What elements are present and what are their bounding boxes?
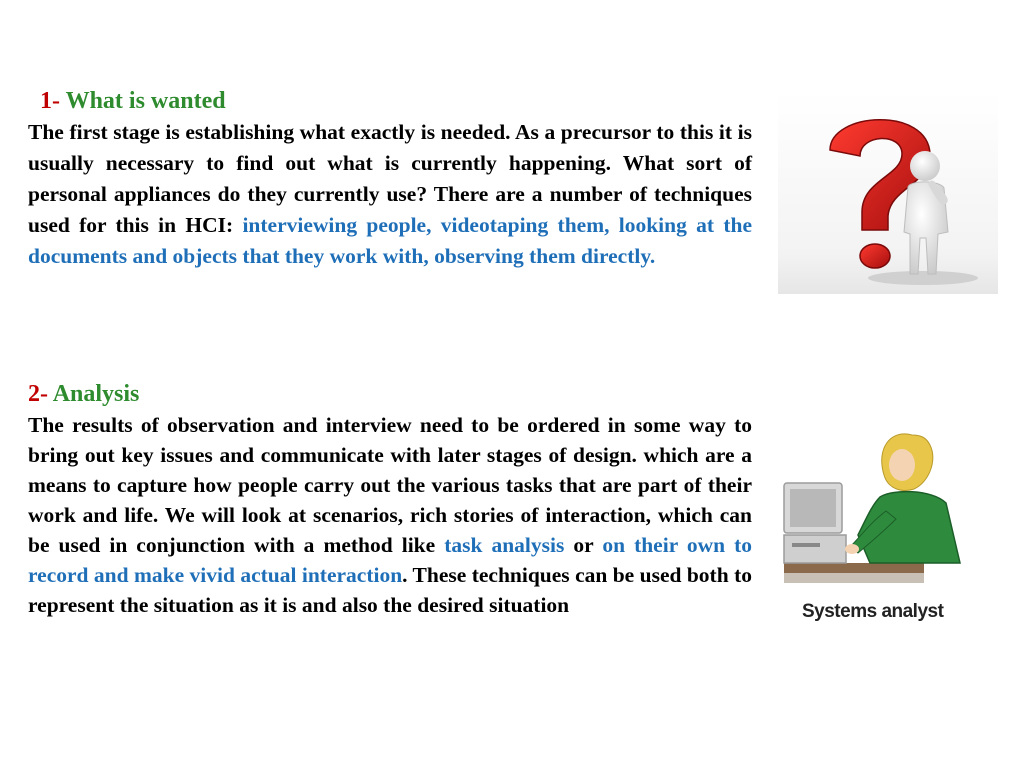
section2-title: Analysis (52, 381, 140, 407)
section1-number: 1- (40, 88, 60, 114)
section1-paragraph (28, 117, 752, 272)
section2-paragraph (28, 410, 752, 620)
systems-analyst-caption: Systems analyst (802, 601, 944, 622)
question-mark-figure (778, 92, 998, 294)
section2-number: 2- (28, 381, 48, 407)
section2-connector: or (573, 533, 594, 557)
section2-body: The results of observation and interview need to be ordered in some way to bring out key issues and communicate with later stages of design. which are a means to capture how people carry out the various tasks that are part of their work and life. We will look at scenarios, rich stories of interaction, which can be used in conjunction with a method like (28, 413, 752, 557)
section2-tail: . These techniques can be used both to represent the situation as it is and also the desired situation (28, 563, 752, 617)
systems-analyst-figure (762, 415, 980, 647)
section1-techniques: interviewing people, videotaping them, looking at the documents and objects that they work with, observing them directly. (28, 213, 752, 268)
section1-body: The first stage is establishing what exactly is needed. As a precursor to this it is usually necessary to find out what is currently happening. What sort of personal appliances do they currently use? There are a number of techniques used for this in HCI: (28, 120, 752, 237)
section1-title: What is wanted (65, 88, 226, 114)
section1-heading (40, 87, 226, 115)
section2-heading (28, 380, 139, 408)
section2-record-interaction: on their own to record and make vivid actual interaction (28, 533, 753, 587)
question-mark-icon (778, 92, 998, 294)
systems-analyst-illustration (762, 415, 980, 595)
section2-task-analysis: task analysis (444, 533, 565, 557)
